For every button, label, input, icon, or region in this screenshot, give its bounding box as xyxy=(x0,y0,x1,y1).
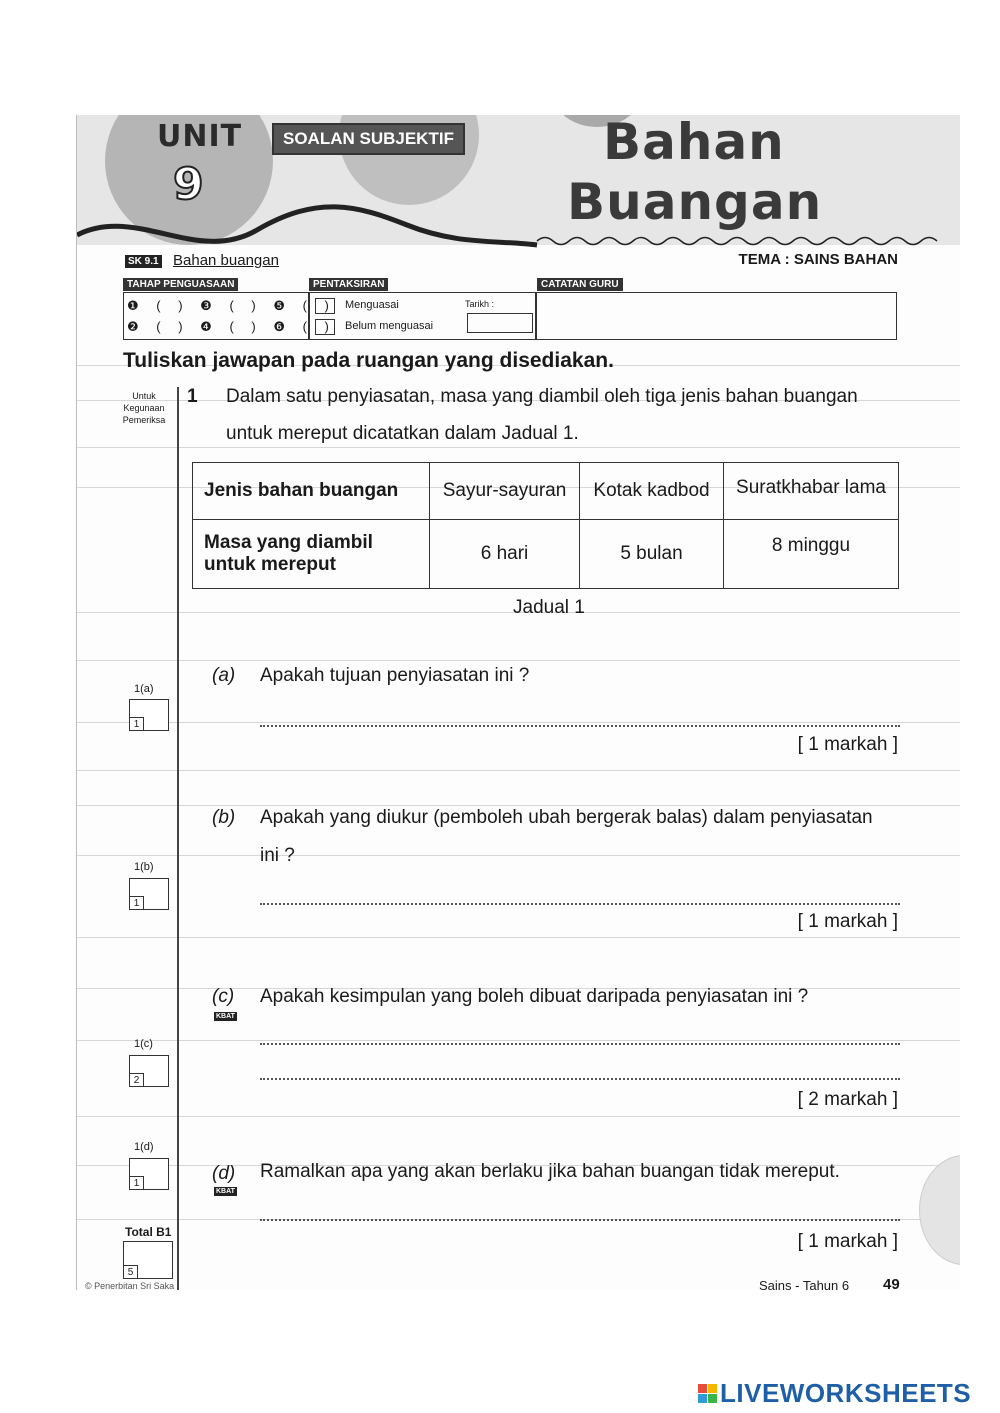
question-stem-line1: Dalam satu penyiasatan, masa yang diambil oleh tiga jenis bahan buangan xyxy=(226,386,858,407)
box-label-a: 1(a) xyxy=(134,683,154,695)
footer-copyright: © Penerbitan Sri Saka xyxy=(85,1281,175,1290)
margin-divider xyxy=(177,387,179,1290)
watermark xyxy=(698,1378,971,1409)
belum-checkbox[interactable] xyxy=(315,319,335,335)
part-c-label: (c) xyxy=(212,986,235,1007)
jadual-table xyxy=(192,462,899,589)
mark-box-c[interactable]: 2 xyxy=(129,1055,169,1087)
part-b-label: (b) xyxy=(212,807,236,828)
answer-line-c1[interactable] xyxy=(260,1043,900,1045)
instruction: Tuliskan jawapan pada ruangan yang disediakan. xyxy=(123,349,614,372)
unit-label: UNIT xyxy=(157,119,243,154)
tarikh-field[interactable] xyxy=(467,313,533,333)
question-stem-line2: untuk mereput dicatatkan dalam Jadual 1. xyxy=(226,423,579,444)
table-caption: Jadual 1 xyxy=(513,597,585,618)
kbat-badge: KBAT xyxy=(216,1013,235,1020)
title-line1: Bahan xyxy=(603,115,785,171)
table-cell-time: 6 hari xyxy=(430,520,580,589)
mark-box-b[interactable]: 1 xyxy=(129,878,169,910)
levels-row-2: ❷ ( ) ❹ ( ) ❻ ( ) xyxy=(127,319,329,334)
part-c-marks: [ 2 markah ] xyxy=(797,1089,898,1110)
tema-label: TEMA : SAINS BAHAN xyxy=(738,251,898,268)
kbat-badge: KBAT xyxy=(216,1188,235,1195)
answer-line-b[interactable] xyxy=(260,903,900,905)
table-cell-item: Suratkhabar lama xyxy=(724,463,899,520)
section-tag: SOALAN SUBJEKTIF xyxy=(272,123,465,155)
levels-row-1: ❶ ( ) ❸ ( ) ❺ ( ) xyxy=(127,298,329,313)
part-d-question: Ramalkan apa yang akan berlaku jika bahan buangan tidak mereput. xyxy=(260,1161,840,1182)
belum-label: Belum menguasai xyxy=(345,320,434,332)
tahap-label: TAHAP PENGUASAAN xyxy=(123,278,238,291)
table-cell-time: 5 bulan xyxy=(580,520,724,589)
total-label: Total B1 xyxy=(125,1225,172,1239)
box-label-b: 1(b) xyxy=(134,861,154,873)
part-a-label: (a) xyxy=(212,665,236,686)
box-label-d: 1(d) xyxy=(134,1141,154,1153)
part-d-label: (d) xyxy=(212,1163,236,1184)
answer-line-d[interactable] xyxy=(260,1219,900,1221)
wave-decoration xyxy=(77,165,960,255)
total-box[interactable]: 5 xyxy=(123,1241,173,1279)
topic-title: Bahan buangan xyxy=(173,252,279,269)
box-label-c: 1(c) xyxy=(134,1038,153,1050)
tarikh-label: Tarikh : xyxy=(465,299,495,309)
liveworksheets-logo-icon xyxy=(698,1384,717,1403)
footer-subject: Sains - Tahun 6 xyxy=(759,1278,850,1290)
menguasai-checkbox[interactable] xyxy=(315,298,335,314)
worksheet-page xyxy=(76,115,960,1290)
table-cell-time: 8 minggu xyxy=(724,520,899,589)
title-line2: Buangan xyxy=(567,173,823,231)
table-row-header: Jenis bahan buangan xyxy=(193,463,430,520)
mark-box-a[interactable]: 1 xyxy=(129,699,169,731)
part-b-marks: [ 1 markah ] xyxy=(797,911,898,932)
catatan-label: CATATAN GURU xyxy=(537,278,623,291)
unit-number: 9 xyxy=(173,159,205,210)
part-d-marks: [ 1 markah ] xyxy=(797,1231,898,1252)
topic-code: SK 9.1 xyxy=(125,255,162,268)
part-a-marks: [ 1 markah ] xyxy=(797,734,898,755)
part-a-question: Apakah tujuan penyiasatan ini ? xyxy=(260,665,530,686)
part-b-question: Apakah yang diukur (pemboleh ubah bergerak balas) dalam penyiasatan xyxy=(260,807,873,828)
table-cell-item: Kotak kadbod xyxy=(580,463,724,520)
page-number: 49 xyxy=(883,1276,900,1290)
table-row-header: Masa yang diambil untuk mereput xyxy=(193,520,430,589)
answer-line-c2[interactable] xyxy=(260,1078,900,1080)
pentaksiran-label: PENTAKSIRAN xyxy=(309,278,388,291)
watermark-text: LIVEWORKSHEETS xyxy=(720,1378,972,1408)
examiner-label: Untuk Kegunaan Pemeriksa xyxy=(122,391,166,425)
table-cell-item: Sayur-sayuran xyxy=(430,463,580,520)
menguasai-label: Menguasai xyxy=(345,299,399,311)
answer-line-a[interactable] xyxy=(260,725,900,727)
question-number: 1 xyxy=(187,386,198,407)
part-c-question: Apakah kesimpulan yang boleh dibuat daripada penyiasatan ini ? xyxy=(260,986,809,1007)
part-b-question-cont: ini ? xyxy=(260,845,295,866)
mark-box-d[interactable]: 1 xyxy=(129,1158,169,1190)
